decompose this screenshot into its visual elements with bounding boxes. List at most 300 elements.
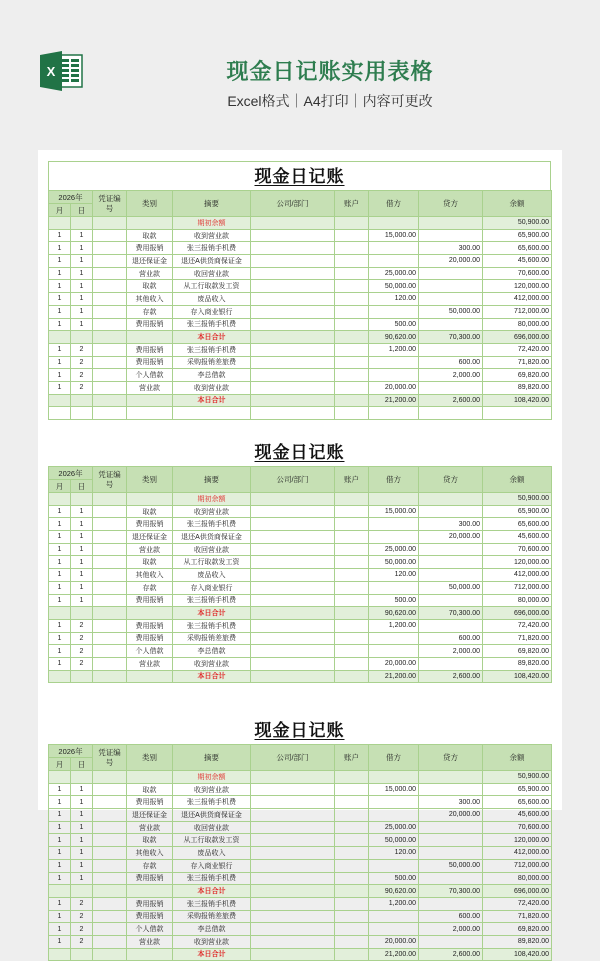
company-cell[interactable] — [251, 280, 335, 293]
voucher-cell[interactable] — [93, 305, 127, 318]
balance-cell[interactable]: 69,820.00 — [483, 369, 552, 382]
credit-cell[interactable]: 300.00 — [419, 796, 483, 809]
credit-cell[interactable] — [419, 217, 483, 230]
company-cell[interactable] — [251, 229, 335, 242]
balance-cell[interactable]: 50,900.00 — [483, 771, 552, 784]
account-cell[interactable] — [335, 645, 369, 658]
voucher-cell[interactable] — [93, 318, 127, 331]
summary-cell[interactable]: 期初余额 — [173, 493, 251, 506]
summary-cell[interactable]: 采购报销差旅费 — [173, 632, 251, 645]
credit-cell[interactable]: 600.00 — [419, 632, 483, 645]
category-cell[interactable]: 营业款 — [127, 543, 173, 556]
category-cell[interactable]: 营业款 — [127, 935, 173, 948]
category-cell[interactable]: 取款 — [127, 280, 173, 293]
empty-cell[interactable] — [483, 407, 552, 420]
voucher-cell[interactable] — [93, 796, 127, 809]
month-cell[interactable]: 1 — [49, 796, 71, 809]
voucher-cell[interactable] — [93, 255, 127, 268]
month-cell[interactable]: 1 — [49, 518, 71, 531]
account-cell[interactable] — [335, 543, 369, 556]
account-cell[interactable] — [335, 229, 369, 242]
debit-cell[interactable]: 120.00 — [369, 293, 419, 306]
account-cell[interactable] — [335, 771, 369, 784]
category-cell[interactable] — [127, 885, 173, 898]
company-cell[interactable] — [251, 645, 335, 658]
balance-cell[interactable]: 108,420.00 — [483, 394, 552, 407]
account-cell[interactable] — [335, 632, 369, 645]
account-cell[interactable] — [335, 935, 369, 948]
company-cell[interactable] — [251, 343, 335, 356]
category-cell[interactable]: 取款 — [127, 505, 173, 518]
company-cell[interactable] — [251, 543, 335, 556]
summary-cell[interactable]: 李总借款 — [173, 923, 251, 936]
empty-cell[interactable] — [335, 407, 369, 420]
balance-cell[interactable]: 50,900.00 — [483, 217, 552, 230]
day-cell[interactable]: 2 — [71, 619, 93, 632]
day-cell[interactable]: 2 — [71, 910, 93, 923]
month-cell[interactable]: 1 — [49, 923, 71, 936]
day-cell[interactable]: 1 — [71, 229, 93, 242]
category-cell[interactable]: 费用报销 — [127, 318, 173, 331]
balance-cell[interactable]: 72,420.00 — [483, 343, 552, 356]
company-cell[interactable] — [251, 518, 335, 531]
voucher-cell[interactable] — [93, 293, 127, 306]
month-cell[interactable]: 1 — [49, 594, 71, 607]
category-cell[interactable]: 费用报销 — [127, 872, 173, 885]
category-cell[interactable]: 营业款 — [127, 381, 173, 394]
day-cell[interactable]: 2 — [71, 657, 93, 670]
credit-cell[interactable]: 300.00 — [419, 518, 483, 531]
credit-cell[interactable] — [419, 619, 483, 632]
credit-cell[interactable] — [419, 834, 483, 847]
account-cell[interactable] — [335, 531, 369, 544]
month-cell[interactable]: 1 — [49, 543, 71, 556]
company-cell[interactable] — [251, 381, 335, 394]
credit-cell[interactable]: 2,600.00 — [419, 394, 483, 407]
credit-cell[interactable] — [419, 293, 483, 306]
day-cell[interactable]: 1 — [71, 821, 93, 834]
credit-cell[interactable]: 50,000.00 — [419, 305, 483, 318]
voucher-cell[interactable] — [93, 369, 127, 382]
month-cell[interactable]: 1 — [49, 847, 71, 860]
summary-cell[interactable]: 李总借款 — [173, 369, 251, 382]
category-cell[interactable] — [127, 394, 173, 407]
company-cell[interactable] — [251, 394, 335, 407]
summary-cell[interactable]: 本日合计 — [173, 331, 251, 344]
voucher-cell[interactable] — [93, 859, 127, 872]
voucher-cell[interactable] — [93, 394, 127, 407]
month-cell[interactable]: 1 — [49, 229, 71, 242]
credit-cell[interactable]: 2,600.00 — [419, 948, 483, 961]
category-cell[interactable]: 费用报销 — [127, 518, 173, 531]
credit-cell[interactable] — [419, 872, 483, 885]
company-cell[interactable] — [251, 885, 335, 898]
credit-cell[interactable] — [419, 543, 483, 556]
credit-cell[interactable]: 20,000.00 — [419, 809, 483, 822]
balance-cell[interactable]: 696,000.00 — [483, 885, 552, 898]
day-cell[interactable]: 2 — [71, 343, 93, 356]
day-cell[interactable]: 1 — [71, 318, 93, 331]
debit-cell[interactable] — [369, 493, 419, 506]
day-cell[interactable]: 1 — [71, 518, 93, 531]
company-cell[interactable] — [251, 505, 335, 518]
category-cell[interactable] — [127, 771, 173, 784]
day-cell[interactable]: 1 — [71, 293, 93, 306]
category-cell[interactable]: 费用报销 — [127, 910, 173, 923]
company-cell[interactable] — [251, 771, 335, 784]
company-cell[interactable] — [251, 331, 335, 344]
credit-cell[interactable]: 2,600.00 — [419, 670, 483, 683]
account-cell[interactable] — [335, 242, 369, 255]
company-cell[interactable] — [251, 796, 335, 809]
debit-cell[interactable]: 20,000.00 — [369, 381, 419, 394]
company-cell[interactable] — [251, 217, 335, 230]
debit-cell[interactable] — [369, 581, 419, 594]
summary-cell[interactable]: 本日合计 — [173, 885, 251, 898]
company-cell[interactable] — [251, 267, 335, 280]
company-cell[interactable] — [251, 834, 335, 847]
debit-cell[interactable] — [369, 809, 419, 822]
account-cell[interactable] — [335, 217, 369, 230]
summary-cell[interactable]: 张三报销手机费 — [173, 594, 251, 607]
company-cell[interactable] — [251, 821, 335, 834]
debit-cell[interactable]: 90,620.00 — [369, 607, 419, 620]
account-cell[interactable] — [335, 280, 369, 293]
account-cell[interactable] — [335, 331, 369, 344]
account-cell[interactable] — [335, 670, 369, 683]
summary-cell[interactable]: 本日合计 — [173, 394, 251, 407]
account-cell[interactable] — [335, 569, 369, 582]
month-cell[interactable] — [49, 607, 71, 620]
company-cell[interactable] — [251, 897, 335, 910]
voucher-cell[interactable] — [93, 885, 127, 898]
category-cell[interactable]: 费用报销 — [127, 897, 173, 910]
account-cell[interactable] — [335, 657, 369, 670]
voucher-cell[interactable] — [93, 531, 127, 544]
balance-cell[interactable]: 89,820.00 — [483, 657, 552, 670]
category-cell[interactable]: 个人借款 — [127, 923, 173, 936]
summary-cell[interactable]: 退还A供货商保证金 — [173, 255, 251, 268]
category-cell[interactable]: 营业款 — [127, 821, 173, 834]
account-cell[interactable] — [335, 267, 369, 280]
company-cell[interactable] — [251, 910, 335, 923]
balance-cell[interactable]: 70,600.00 — [483, 267, 552, 280]
category-cell[interactable] — [127, 331, 173, 344]
month-cell[interactable]: 1 — [49, 632, 71, 645]
summary-cell[interactable]: 张三报销手机费 — [173, 518, 251, 531]
day-cell[interactable] — [71, 217, 93, 230]
empty-cell[interactable] — [93, 407, 127, 420]
month-cell[interactable]: 1 — [49, 872, 71, 885]
day-cell[interactable]: 1 — [71, 783, 93, 796]
debit-cell[interactable]: 90,620.00 — [369, 331, 419, 344]
account-cell[interactable] — [335, 369, 369, 382]
month-cell[interactable] — [49, 670, 71, 683]
category-cell[interactable]: 费用报销 — [127, 242, 173, 255]
balance-cell[interactable]: 70,600.00 — [483, 543, 552, 556]
balance-cell[interactable]: 89,820.00 — [483, 935, 552, 948]
summary-cell[interactable]: 张三报销手机费 — [173, 242, 251, 255]
month-cell[interactable]: 1 — [49, 531, 71, 544]
month-cell[interactable]: 1 — [49, 581, 71, 594]
balance-cell[interactable]: 80,000.00 — [483, 872, 552, 885]
category-cell[interactable]: 取款 — [127, 229, 173, 242]
month-cell[interactable]: 1 — [49, 505, 71, 518]
month-cell[interactable]: 1 — [49, 569, 71, 582]
account-cell[interactable] — [335, 783, 369, 796]
voucher-cell[interactable] — [93, 771, 127, 784]
account-cell[interactable] — [335, 394, 369, 407]
category-cell[interactable]: 费用报销 — [127, 343, 173, 356]
balance-cell[interactable]: 712,000.00 — [483, 305, 552, 318]
company-cell[interactable] — [251, 242, 335, 255]
month-cell[interactable]: 1 — [49, 619, 71, 632]
empty-cell[interactable] — [127, 407, 173, 420]
category-cell[interactable]: 费用报销 — [127, 796, 173, 809]
voucher-cell[interactable] — [93, 670, 127, 683]
account-cell[interactable] — [335, 859, 369, 872]
summary-cell[interactable]: 期初余额 — [173, 771, 251, 784]
debit-cell[interactable]: 90,620.00 — [369, 885, 419, 898]
category-cell[interactable]: 退还保证金 — [127, 255, 173, 268]
credit-cell[interactable]: 300.00 — [419, 242, 483, 255]
balance-cell[interactable]: 108,420.00 — [483, 670, 552, 683]
voucher-cell[interactable] — [93, 872, 127, 885]
balance-cell[interactable]: 412,000.00 — [483, 569, 552, 582]
credit-cell[interactable] — [419, 381, 483, 394]
day-cell[interactable]: 1 — [71, 280, 93, 293]
account-cell[interactable] — [335, 356, 369, 369]
summary-cell[interactable]: 收到营业款 — [173, 657, 251, 670]
debit-cell[interactable]: 120.00 — [369, 569, 419, 582]
credit-cell[interactable] — [419, 556, 483, 569]
voucher-cell[interactable] — [93, 948, 127, 961]
account-cell[interactable] — [335, 556, 369, 569]
category-cell[interactable]: 其他收入 — [127, 847, 173, 860]
day-cell[interactable] — [71, 771, 93, 784]
month-cell[interactable]: 1 — [49, 809, 71, 822]
category-cell[interactable] — [127, 607, 173, 620]
voucher-cell[interactable] — [93, 569, 127, 582]
voucher-cell[interactable] — [93, 229, 127, 242]
category-cell[interactable]: 营业款 — [127, 267, 173, 280]
company-cell[interactable] — [251, 594, 335, 607]
month-cell[interactable]: 1 — [49, 859, 71, 872]
category-cell[interactable] — [127, 670, 173, 683]
month-cell[interactable]: 1 — [49, 293, 71, 306]
voucher-cell[interactable] — [93, 242, 127, 255]
day-cell[interactable] — [71, 948, 93, 961]
company-cell[interactable] — [251, 632, 335, 645]
debit-cell[interactable]: 500.00 — [369, 318, 419, 331]
account-cell[interactable] — [335, 847, 369, 860]
day-cell[interactable]: 1 — [71, 847, 93, 860]
debit-cell[interactable] — [369, 242, 419, 255]
debit-cell[interactable]: 21,200.00 — [369, 670, 419, 683]
balance-cell[interactable]: 71,820.00 — [483, 910, 552, 923]
month-cell[interactable] — [49, 771, 71, 784]
category-cell[interactable]: 退还保证金 — [127, 531, 173, 544]
debit-cell[interactable]: 21,200.00 — [369, 948, 419, 961]
account-cell[interactable] — [335, 796, 369, 809]
day-cell[interactable]: 2 — [71, 923, 93, 936]
month-cell[interactable]: 1 — [49, 255, 71, 268]
balance-cell[interactable]: 69,820.00 — [483, 923, 552, 936]
summary-cell[interactable]: 李总借款 — [173, 645, 251, 658]
balance-cell[interactable]: 712,000.00 — [483, 581, 552, 594]
account-cell[interactable] — [335, 581, 369, 594]
balance-cell[interactable]: 65,900.00 — [483, 505, 552, 518]
month-cell[interactable]: 1 — [49, 645, 71, 658]
voucher-cell[interactable] — [93, 645, 127, 658]
summary-cell[interactable]: 收回营业款 — [173, 267, 251, 280]
voucher-cell[interactable] — [93, 619, 127, 632]
debit-cell[interactable]: 1,200.00 — [369, 619, 419, 632]
category-cell[interactable]: 费用报销 — [127, 619, 173, 632]
voucher-cell[interactable] — [93, 809, 127, 822]
summary-cell[interactable]: 张三报销手机费 — [173, 897, 251, 910]
month-cell[interactable]: 1 — [49, 935, 71, 948]
account-cell[interactable] — [335, 809, 369, 822]
voucher-cell[interactable] — [93, 267, 127, 280]
balance-cell[interactable]: 696,000.00 — [483, 331, 552, 344]
day-cell[interactable]: 2 — [71, 369, 93, 382]
company-cell[interactable] — [251, 369, 335, 382]
balance-cell[interactable]: 412,000.00 — [483, 847, 552, 860]
month-cell[interactable]: 1 — [49, 356, 71, 369]
account-cell[interactable] — [335, 493, 369, 506]
company-cell[interactable] — [251, 581, 335, 594]
category-cell[interactable]: 营业款 — [127, 657, 173, 670]
account-cell[interactable] — [335, 293, 369, 306]
month-cell[interactable]: 1 — [49, 369, 71, 382]
debit-cell[interactable]: 20,000.00 — [369, 657, 419, 670]
summary-cell[interactable]: 收到营业款 — [173, 229, 251, 242]
credit-cell[interactable] — [419, 897, 483, 910]
day-cell[interactable]: 1 — [71, 543, 93, 556]
company-cell[interactable] — [251, 569, 335, 582]
company-cell[interactable] — [251, 556, 335, 569]
day-cell[interactable]: 1 — [71, 809, 93, 822]
account-cell[interactable] — [335, 872, 369, 885]
category-cell[interactable]: 个人借款 — [127, 645, 173, 658]
voucher-cell[interactable] — [93, 505, 127, 518]
month-cell[interactable]: 1 — [49, 305, 71, 318]
month-cell[interactable]: 1 — [49, 910, 71, 923]
day-cell[interactable]: 1 — [71, 569, 93, 582]
company-cell[interactable] — [251, 493, 335, 506]
day-cell[interactable]: 1 — [71, 531, 93, 544]
summary-cell[interactable]: 废品收入 — [173, 847, 251, 860]
balance-cell[interactable]: 120,000.00 — [483, 834, 552, 847]
voucher-cell[interactable] — [93, 331, 127, 344]
account-cell[interactable] — [335, 821, 369, 834]
category-cell[interactable]: 取款 — [127, 556, 173, 569]
company-cell[interactable] — [251, 607, 335, 620]
empty-cell[interactable] — [369, 407, 419, 420]
month-cell[interactable] — [49, 948, 71, 961]
debit-cell[interactable]: 50,000.00 — [369, 834, 419, 847]
month-cell[interactable]: 1 — [49, 280, 71, 293]
category-cell[interactable]: 存款 — [127, 305, 173, 318]
debit-cell[interactable] — [369, 531, 419, 544]
summary-cell[interactable]: 采购报销差旅费 — [173, 910, 251, 923]
summary-cell[interactable]: 收到营业款 — [173, 381, 251, 394]
summary-cell[interactable]: 采购报销差旅费 — [173, 356, 251, 369]
day-cell[interactable]: 2 — [71, 632, 93, 645]
balance-cell[interactable]: 45,600.00 — [483, 809, 552, 822]
company-cell[interactable] — [251, 356, 335, 369]
account-cell[interactable] — [335, 255, 369, 268]
empty-cell[interactable] — [49, 407, 71, 420]
summary-cell[interactable]: 从工行取款发工资 — [173, 280, 251, 293]
balance-cell[interactable]: 45,600.00 — [483, 255, 552, 268]
account-cell[interactable] — [335, 923, 369, 936]
credit-cell[interactable] — [419, 569, 483, 582]
empty-cell[interactable] — [71, 407, 93, 420]
balance-cell[interactable]: 50,900.00 — [483, 493, 552, 506]
company-cell[interactable] — [251, 783, 335, 796]
day-cell[interactable]: 1 — [71, 581, 93, 594]
day-cell[interactable]: 2 — [71, 897, 93, 910]
debit-cell[interactable]: 20,000.00 — [369, 935, 419, 948]
company-cell[interactable] — [251, 255, 335, 268]
credit-cell[interactable]: 70,300.00 — [419, 607, 483, 620]
summary-cell[interactable]: 本日合计 — [173, 948, 251, 961]
balance-cell[interactable]: 120,000.00 — [483, 280, 552, 293]
debit-cell[interactable] — [369, 796, 419, 809]
credit-cell[interactable]: 20,000.00 — [419, 255, 483, 268]
category-cell[interactable]: 取款 — [127, 834, 173, 847]
empty-cell[interactable] — [419, 407, 483, 420]
credit-cell[interactable]: 2,000.00 — [419, 923, 483, 936]
credit-cell[interactable] — [419, 935, 483, 948]
voucher-cell[interactable] — [93, 834, 127, 847]
month-cell[interactable]: 1 — [49, 381, 71, 394]
debit-cell[interactable]: 50,000.00 — [369, 556, 419, 569]
summary-cell[interactable]: 收回营业款 — [173, 821, 251, 834]
account-cell[interactable] — [335, 343, 369, 356]
company-cell[interactable] — [251, 619, 335, 632]
account-cell[interactable] — [335, 885, 369, 898]
voucher-cell[interactable] — [93, 493, 127, 506]
day-cell[interactable]: 1 — [71, 305, 93, 318]
voucher-cell[interactable] — [93, 556, 127, 569]
balance-cell[interactable]: 65,600.00 — [483, 796, 552, 809]
category-cell[interactable]: 存款 — [127, 581, 173, 594]
debit-cell[interactable] — [369, 923, 419, 936]
balance-cell[interactable]: 65,900.00 — [483, 229, 552, 242]
account-cell[interactable] — [335, 619, 369, 632]
credit-cell[interactable] — [419, 594, 483, 607]
company-cell[interactable] — [251, 809, 335, 822]
balance-cell[interactable]: 89,820.00 — [483, 381, 552, 394]
day-cell[interactable] — [71, 607, 93, 620]
day-cell[interactable]: 2 — [71, 356, 93, 369]
voucher-cell[interactable] — [93, 783, 127, 796]
category-cell[interactable]: 存款 — [127, 859, 173, 872]
balance-cell[interactable]: 108,420.00 — [483, 948, 552, 961]
summary-cell[interactable]: 张三报销手机费 — [173, 343, 251, 356]
credit-cell[interactable]: 2,000.00 — [419, 369, 483, 382]
summary-cell[interactable]: 张三报销手机费 — [173, 619, 251, 632]
month-cell[interactable] — [49, 331, 71, 344]
balance-cell[interactable]: 80,000.00 — [483, 594, 552, 607]
summary-cell[interactable]: 张三报销手机费 — [173, 872, 251, 885]
summary-cell[interactable]: 存入商业银行 — [173, 581, 251, 594]
voucher-cell[interactable] — [93, 607, 127, 620]
summary-cell[interactable]: 废品收入 — [173, 569, 251, 582]
